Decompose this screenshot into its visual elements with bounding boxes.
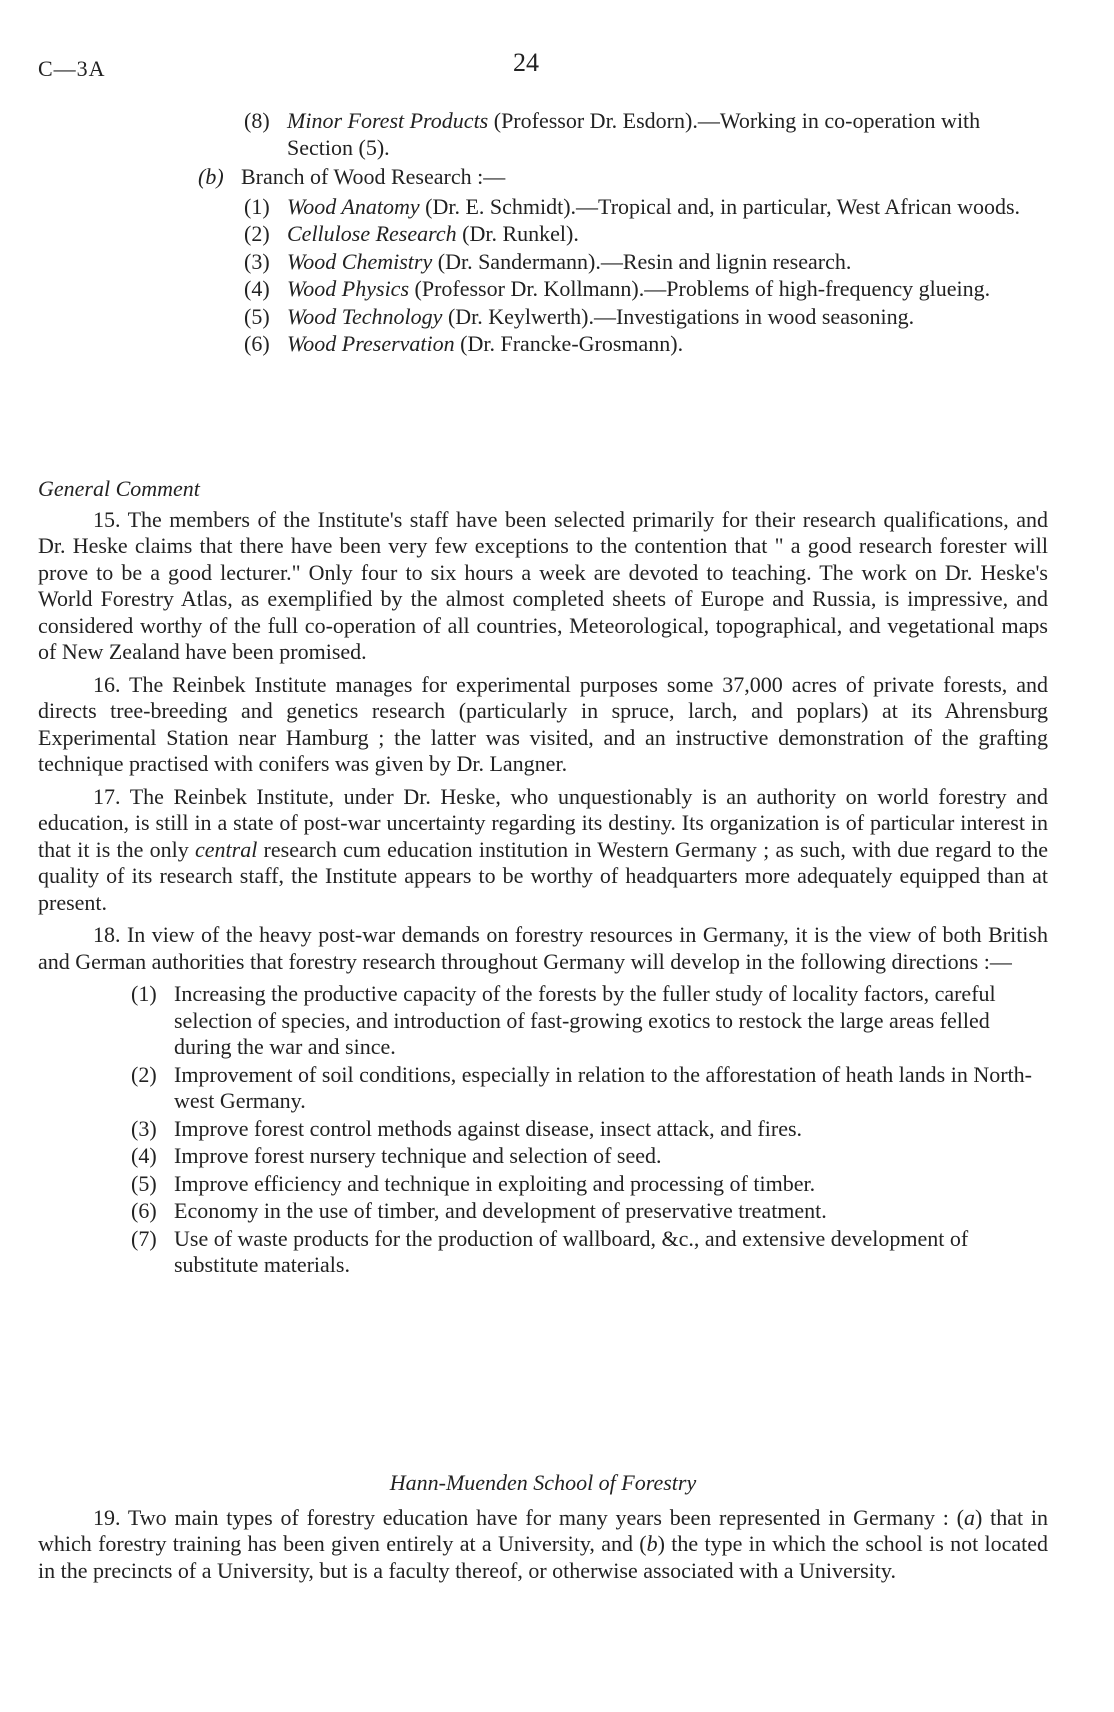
item-text: Improvement of soil conditions, especially in relation to the afforestation of heath lands in North-west Germany. [174,1061,1032,1113]
paragraph-text: research cum education institution in Western Germany ; as such, with due regard to the quality of its research staff, the Institute appears to be worthy of headquarters more adequately equipped than at present. [38,836,1048,915]
item-number: (5) [131,1170,157,1196]
directions-list [38,981,1048,1279]
item-title: Minor Forest Products [287,108,489,133]
item-number: (2) [244,221,270,246]
item-number: (3) [244,248,270,274]
list-item [38,108,1048,161]
paragraph-text: ) that in which forestry training has been given entirely at a University, and ( [38,1504,1048,1556]
item-text: Improve efficiency and technique in exploiting and processing of timber. [174,1170,816,1196]
item-text: Improve forest nursery technique and selection of seed. [174,1143,662,1168]
item-title: Wood Technology [287,303,443,329]
paragraph-emphasis: central [195,836,258,862]
list-item [38,1171,1048,1198]
branch-text: Branch of Wood Research :— [241,164,506,189]
research-sections [38,108,1048,359]
item-text: Economy in the use of timber, and development of preservative treatment. [174,1198,827,1223]
list-item [38,1226,1048,1279]
list-item [38,194,1048,221]
list-item [38,276,1048,303]
list-item [38,249,1048,276]
item-title: Cellulose Research [287,221,457,246]
list-item [38,1062,1048,1115]
list-item [38,1116,1048,1143]
item-title: Wood Anatomy [287,193,420,219]
item-text: (Professor Dr. Kollmann).—Problems of high-frequency glueing. [409,276,991,301]
item-title: Wood Physics [287,276,410,301]
item-text: (Dr. Keylwerth).—Investigations in wood seasoning. [442,303,915,329]
item-text: (Dr. Sandermann).—Resin and lignin research. [432,248,852,274]
item-number: (4) [244,276,270,301]
paragraph-16: 16. The Reinbek Institute manages for experimental purposes some 37,000 acres of private forests, and directs tree-breeding and genetics research (particularly in spruce, larch, and poplars) at its Ahrensburg Experimental Station near Hamburg ; the latter was visited, and an instructive demonstration of the grafting technique practised with conifers was given by Dr. Langner. [38,671,1048,776]
item-text: Use of waste products for the production of wallboard, &c., and extensive development of substitute materials. [174,1225,969,1277]
section-heading: Hann-Muenden School of Forestry [389,1470,697,1495]
item-title: Wood Chemistry [287,248,433,274]
item-text: (Dr. E. Schmidt).—Tropical and, in particular, West African woods. [419,193,1021,219]
section-heading: General Comment [38,476,200,501]
item-number: (4) [131,1143,157,1168]
item-number: (6) [131,1198,157,1223]
school-section [38,1470,1048,1590]
item-number: (3) [131,1115,157,1141]
paragraph-text: 17. The Reinbek Institute, under Dr. Heske, who unquestionably is an authority on world forestry and education, is still in a state of post-war uncertainty regarding its destiny. Its organization is of particular interest in that it is the only [38,783,1048,862]
item-number: (7) [131,1225,157,1251]
item-number: (6) [244,331,270,356]
item-text: Improve forest control methods against disease, insect attack, and fires. [174,1115,803,1141]
paragraph-17 [38,784,1048,917]
list-item [38,981,1048,1061]
general-comment-section [38,476,1048,1280]
item-title: Wood Preservation [287,331,455,356]
page-number: 24 [513,48,539,77]
item-number: (2) [131,1061,157,1087]
paragraph-emphasis: b [646,1531,658,1556]
item-number: (1) [244,193,270,219]
paragraph-text: 19. Two main types of forestry education have for many years been represented in Germany : ( [93,1504,964,1530]
branch-heading [38,164,1048,191]
branch-label: (b) [198,164,224,189]
item-number: (8) [244,108,270,133]
list-item [38,221,1048,248]
item-text: (Dr. Runkel). [456,221,579,246]
list-item [38,1198,1048,1225]
list-item [38,331,1048,358]
list-item [38,304,1048,331]
item-text: (Dr. Francke-Grosmann). [454,331,684,356]
paragraph-15: 15. The members of the Institute's staff have been selected primarily for their research qualifications, and Dr. Heske claims that there have been very few exceptions to the contention that " a good research forester will prove to be a good lecturer." Only four to six hours a week are devoted to teaching. The work on Dr. Heske's World Forestry Atlas, as exemplified by the almost completed sheets of Europe and Russia, is impressive, and considered worthy of the full co-operation of all countries, Meteorological, topographical, and vegetational maps of New Zealand have been promised. [38,506,1048,664]
document-reference: C—3A [38,56,106,81]
paragraph-emphasis: a [963,1504,975,1530]
list-item [38,1143,1048,1170]
paragraph-18: 18. In view of the heavy post-war demands on forestry resources in Germany, it is the view of both British and German authorities that forestry research throughout Germany will develop in the following directions :— [38,922,1048,974]
paragraph-19 [38,1505,1048,1585]
paragraph-text: ) the type in which the school is not located in the precincts of a University, but is a faculty thereof, or otherwise associated with a University. [38,1531,1049,1583]
item-text: (Professor Dr. Esdorn).—Working in co-operation with Section (5). [287,108,981,160]
item-number: (1) [131,981,157,1006]
item-number: (5) [244,303,270,329]
item-text: Increasing the productive capacity of the forests by the fuller study of locality factors, careful selection of species, and introduction of fast-growing exotics to restock the large areas felled during the war and since. [174,981,996,1059]
